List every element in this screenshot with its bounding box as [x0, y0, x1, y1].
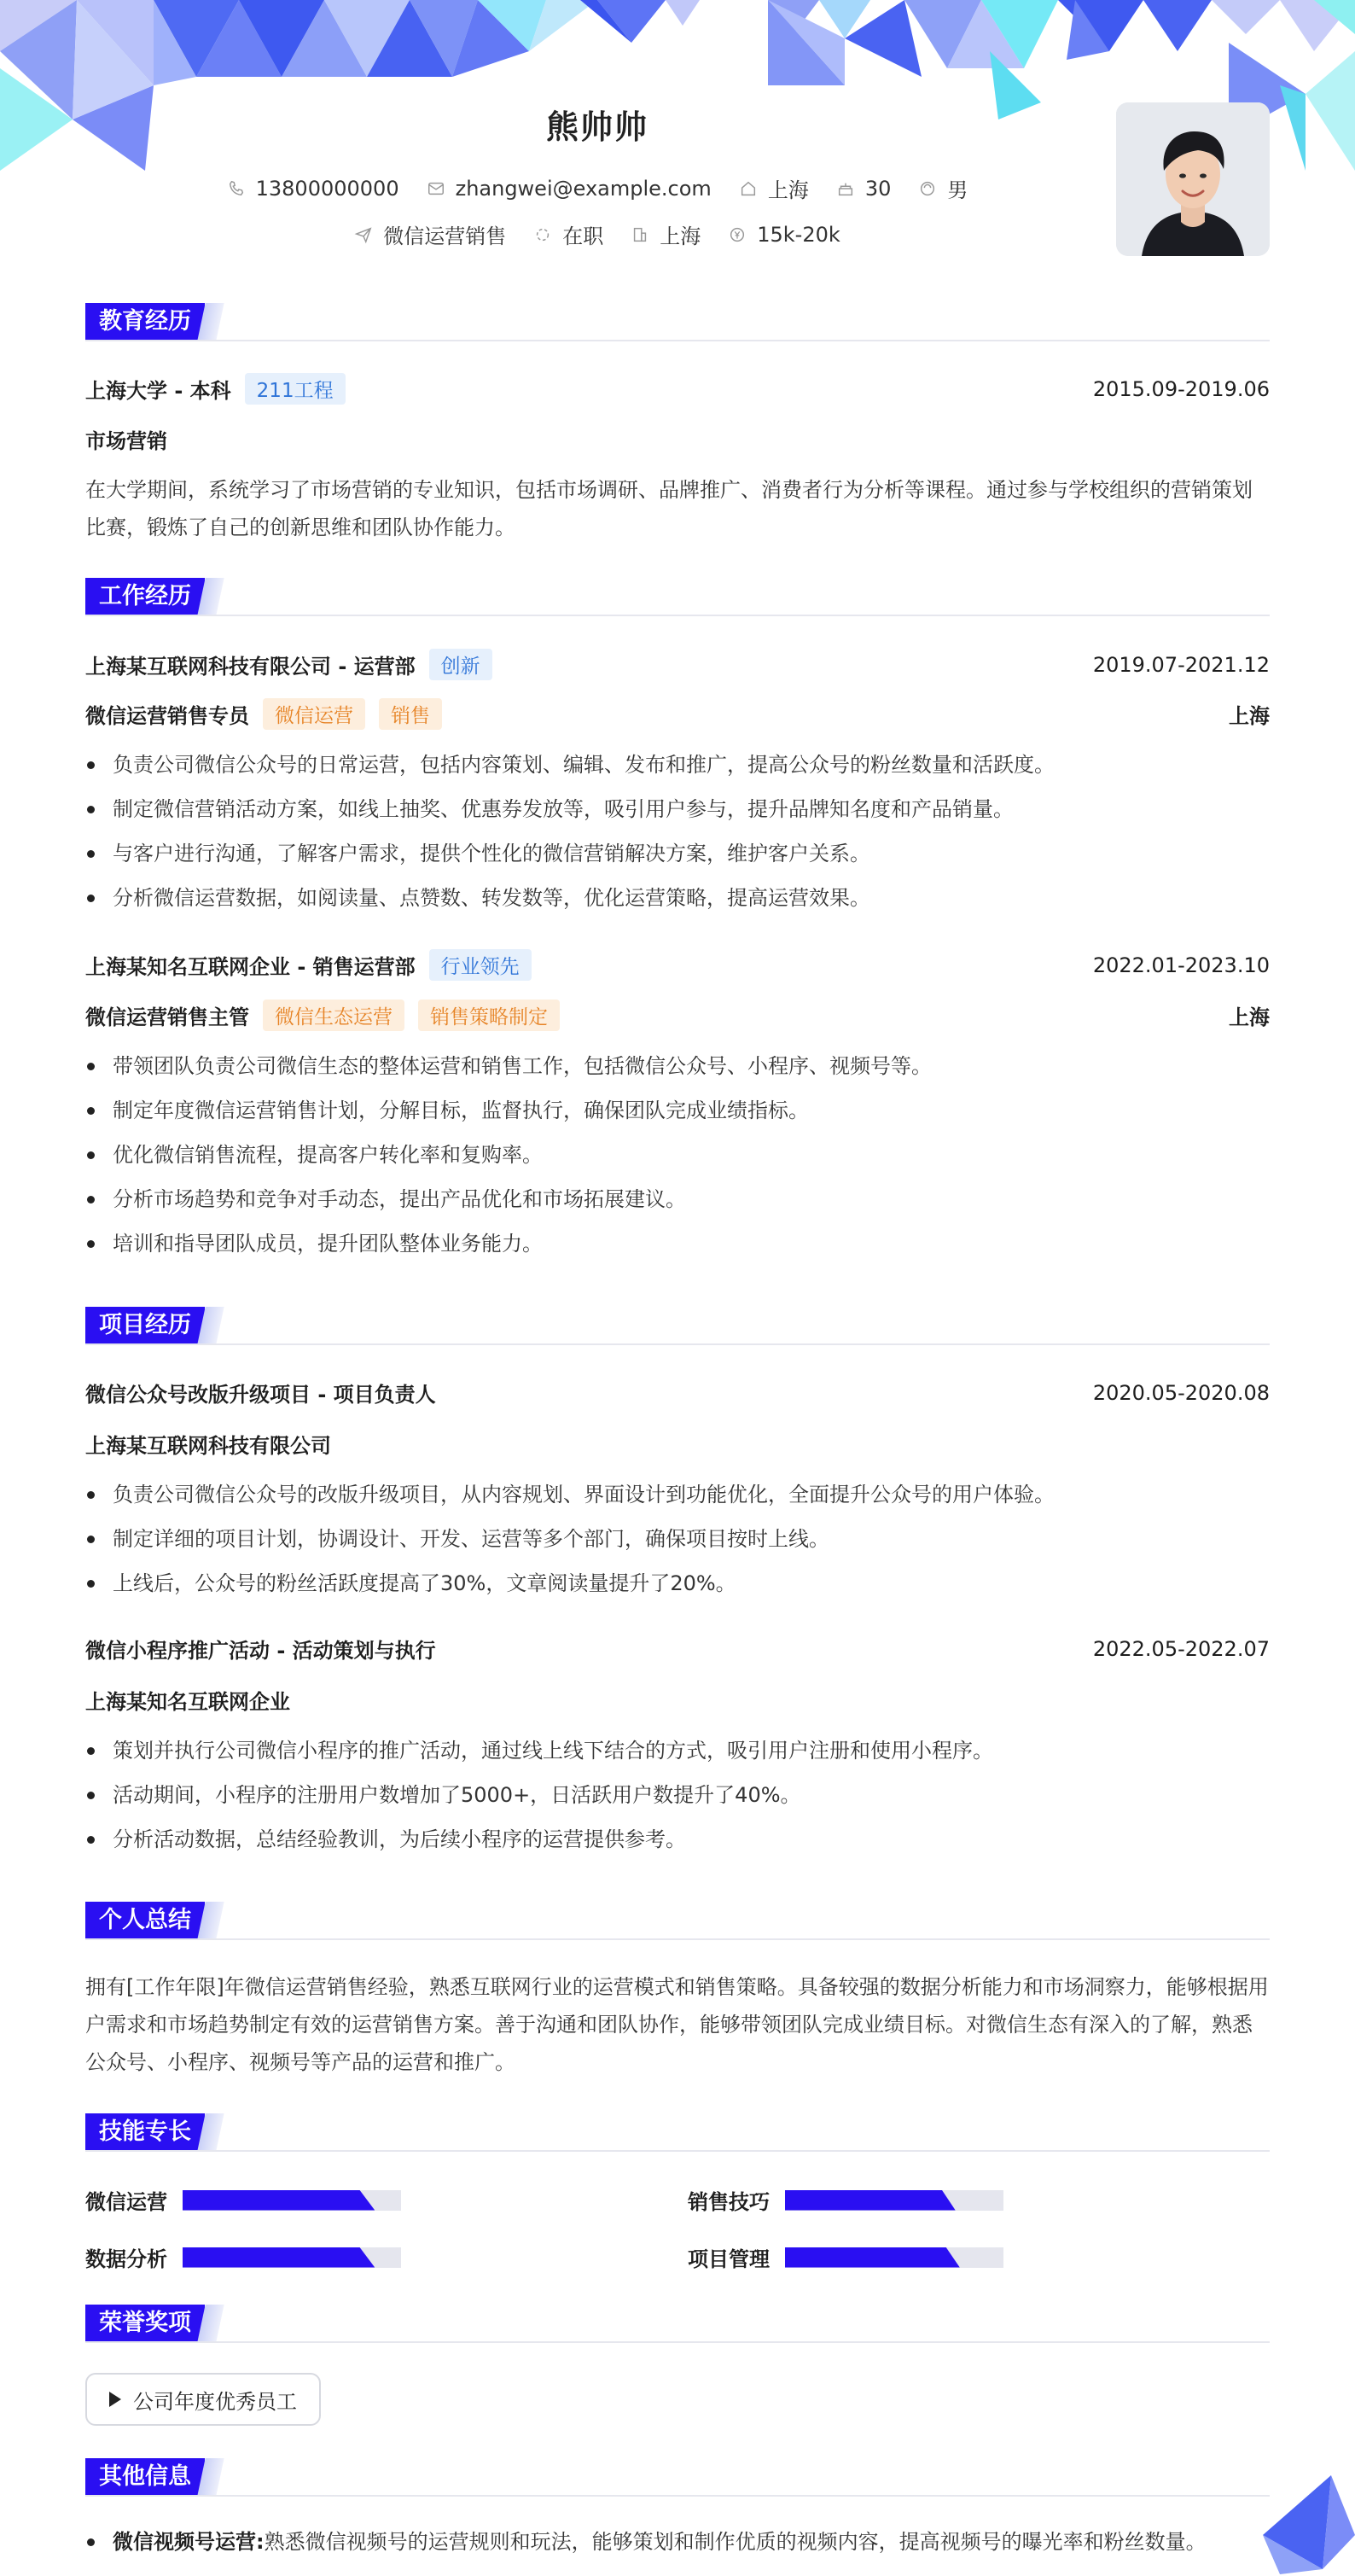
phone-icon [227, 179, 246, 198]
project-bullet-list [85, 1732, 1270, 1865]
education-heading-row [85, 373, 1270, 405]
avatar-illustration [1116, 102, 1270, 256]
job-bullet-list [85, 1047, 1270, 1269]
list-item: 制定年度微信运营销售计划，分解目标，监督执行，确保团队完成业绩指标。 [85, 1092, 1270, 1136]
school-name: 上海大学 - 本科 [85, 379, 231, 403]
role-tag: 微信生态运营 [263, 1000, 404, 1031]
list-item: 活动期间，小程序的注册用户数增加了5000+，日活跃用户数提升了40%。 [85, 1776, 1270, 1821]
school-tag: 211工程 [245, 373, 346, 405]
section-header-other [85, 2458, 1270, 2496]
building-icon [631, 225, 649, 244]
mail-icon [427, 179, 445, 198]
target-city-item [631, 219, 701, 249]
section-title: 其他信息 [85, 2458, 205, 2496]
section-rule [85, 2150, 1270, 2152]
award-name: 公司年度优秀员工 [133, 2389, 297, 2414]
list-item [85, 2523, 1270, 2567]
skill-item [85, 2242, 401, 2272]
list-item: 制定详细的项目计划，协调设计、开发、运营等多个部门，确保项目按时上线。 [85, 1520, 1270, 1565]
status-text: 在职 [562, 224, 604, 248]
city-text: 上海 [767, 178, 809, 202]
skill-level-fill [183, 2190, 375, 2211]
project-org: 上海某互联网科技有限公司 [85, 1434, 331, 1458]
section-header-education [85, 303, 1270, 341]
yuan-icon [728, 225, 747, 244]
list-item: 培训和指导团队成员，提升团队整体业务能力。 [85, 1225, 1270, 1269]
major: 市场营销 [85, 429, 167, 453]
skill-name: 销售技巧 [688, 2190, 770, 2214]
salary-item [728, 223, 840, 247]
summary-text: 拥有[工作年限]年微信运营销售经验，熟悉互联网行业的运营模式和销售策略。具备较强的数据分析能力和市场洞察力，能够根据用户需求和市场趋势制定有效的运营销售方案。善于沟通和团队协作，能够带领团队完成业绩目标。对微信生态有深入的了解，熟悉公众号、小程序、视频号等产品的运营和推广。 [85, 1975, 1269, 2074]
section-header-skills [85, 2113, 1270, 2151]
project-org-row [85, 1429, 1270, 1459]
gender-item [918, 173, 968, 203]
skill-name: 微信运营 [85, 2190, 167, 2214]
target-city-text: 上海 [660, 224, 701, 248]
section-title: 工作经历 [85, 578, 205, 615]
project-date: 2020.05-2020.08 [1092, 1380, 1270, 1405]
list-item: 分析市场趋势和竞争对手动态，提出产品优化和市场拓展建议。 [85, 1180, 1270, 1225]
decorative-corner-triangle [1263, 2475, 1355, 2576]
list-item: 分析活动数据，总结经验教训，为后续小程序的运营提供参考。 [85, 1821, 1270, 1865]
company-name: 上海某互联网科技有限公司 - 运营部 [85, 655, 416, 679]
contact-row-job [85, 219, 1109, 249]
city-item [739, 173, 809, 203]
play-triangle-icon [109, 2392, 121, 2407]
job-target-text: 微信运营销售 [383, 224, 507, 248]
list-item: 分析微信运营数据，如阅读量、点赞数、转发数等，优化运营策略，提高运营效果。 [85, 879, 1270, 924]
skill-item [688, 2242, 1003, 2272]
section-rule [85, 1343, 1270, 1345]
age-item [836, 177, 892, 201]
gender-text: 男 [947, 178, 968, 202]
age-text: 30 [864, 176, 892, 201]
paper-plane-icon [354, 225, 373, 244]
project-name: 微信小程序推广活动 - 活动策划与执行 [85, 1639, 436, 1663]
skill-level-bar [183, 2247, 401, 2268]
gender-icon [918, 179, 937, 198]
profile-photo [1116, 102, 1270, 256]
section-header-projects [85, 1307, 1270, 1344]
award-badge [85, 2373, 321, 2426]
status-icon [533, 225, 552, 244]
section-rule [85, 615, 1270, 616]
section-title: 项目经历 [85, 1307, 205, 1344]
section-header-summary [85, 1902, 1270, 1939]
other-info-text: 熟悉微信视频号的运营规则和玩法，能够策划和制作优质的视频内容，提高视频号的曝光率和粉丝数量。 [264, 2530, 1207, 2554]
job-role: 微信运营销售专员 [85, 704, 249, 728]
project-date: 2022.05-2022.07 [1092, 1636, 1270, 1661]
home-icon [739, 179, 758, 198]
section-title: 荣誉奖项 [85, 2305, 205, 2342]
list-item: 负责公司微信公众号的日常运营，包括内容策划、编辑、发布和推广，提高公众号的粉丝数量和活跃度。 [85, 746, 1270, 790]
job-role: 微信运营销售主管 [85, 1005, 249, 1029]
education-date: 2015.09-2019.06 [1092, 376, 1270, 401]
section-header-work [85, 578, 1270, 615]
list-item: 与客户进行沟通，了解客户需求，提供个性化的微信营销解决方案，维护客户关系。 [85, 835, 1270, 879]
list-item: 上线后，公众号的粉丝活跃度提高了30%，文章阅读量提升了20%。 [85, 1565, 1270, 1609]
job-role-row [85, 1000, 1270, 1031]
project-org-row [85, 1685, 1270, 1715]
section-rule [85, 2341, 1270, 2343]
list-item: 带领团队负责公司微信生态的整体运营和销售工作，包括微信公众号、小程序、视频号等。 [85, 1047, 1270, 1092]
skill-level-fill [785, 2190, 956, 2211]
cake-icon [836, 179, 855, 198]
role-tag: 微信运营 [263, 698, 365, 730]
other-info-label: 微信视频号运营: [113, 2530, 265, 2554]
company-tag: 创新 [429, 649, 492, 680]
company-name: 上海某知名互联网企业 - 销售运营部 [85, 955, 416, 979]
job-heading-row [85, 949, 1270, 981]
section-rule [85, 2495, 1270, 2497]
skill-level-fill [785, 2247, 960, 2268]
list-item: 策划并执行公司微信小程序的推广活动，通过线上线下结合的方式，吸引用户注册和使用小程序。 [85, 1732, 1270, 1776]
job-date: 2019.07-2021.12 [1092, 652, 1270, 677]
contact-row-basic [85, 173, 1109, 203]
education-description: 在大学期间，系统学习了市场营销的专业知识，包括市场调研、品牌推广、消费者行为分析等课程。通过参与学校组织的营销策划比赛，锻炼了自己的创新思维和团队协作能力。 [85, 478, 1253, 539]
job-role-row [85, 698, 1270, 730]
skill-name: 数据分析 [85, 2247, 167, 2271]
skill-item [85, 2185, 401, 2215]
project-heading-row [85, 1378, 1270, 1407]
role-tag: 销售 [379, 698, 442, 730]
skill-item [688, 2185, 1003, 2215]
skill-level-fill [183, 2247, 375, 2268]
company-tag: 行业领先 [429, 949, 532, 981]
section-rule [85, 340, 1270, 341]
section-title: 个人总结 [85, 1902, 205, 1939]
project-name: 微信公众号改版升级项目 - 项目负责人 [85, 1383, 436, 1407]
candidate-name: 熊帅帅 [545, 108, 648, 146]
list-item: 制定微信营销活动方案，如线上抽奖、优惠券发放等，吸引用户参与，提升品牌知名度和产品销量。 [85, 790, 1270, 835]
job-date: 2022.01-2023.10 [1092, 953, 1270, 977]
skill-level-bar [785, 2247, 1003, 2268]
skill-level-bar [183, 2190, 401, 2211]
major-row [85, 424, 1270, 454]
phone-text: 13800000000 [255, 176, 399, 201]
status-item [533, 219, 603, 249]
email-item [427, 177, 712, 201]
email-text: zhangwei@example.com [455, 176, 712, 201]
section-title: 技能专长 [85, 2113, 205, 2151]
section-title: 教育经历 [85, 303, 205, 341]
skill-level-bar [785, 2190, 1003, 2211]
project-org: 上海某知名互联网企业 [85, 1690, 290, 1714]
section-header-awards [85, 2305, 1270, 2342]
role-tag: 销售策略制定 [418, 1000, 560, 1031]
job-bullet-list [85, 746, 1270, 924]
skill-name: 项目管理 [688, 2247, 770, 2271]
other-info-list [85, 2523, 1270, 2567]
salary-text: 15k-20k [757, 222, 840, 247]
job-city: 上海 [1229, 1005, 1270, 1029]
job-heading-row [85, 649, 1270, 680]
project-heading-row [85, 1634, 1270, 1664]
project-bullet-list [85, 1476, 1270, 1609]
phone-item [227, 177, 399, 201]
job-target-item [354, 219, 506, 249]
job-city: 上海 [1229, 704, 1270, 728]
section-rule [85, 1938, 1270, 1940]
list-item: 负责公司微信公众号的改版升级项目，从内容规划、界面设计到功能优化，全面提升公众号的用户体验。 [85, 1476, 1270, 1520]
list-item: 优化微信销售流程，提高客户转化率和复购率。 [85, 1136, 1270, 1180]
